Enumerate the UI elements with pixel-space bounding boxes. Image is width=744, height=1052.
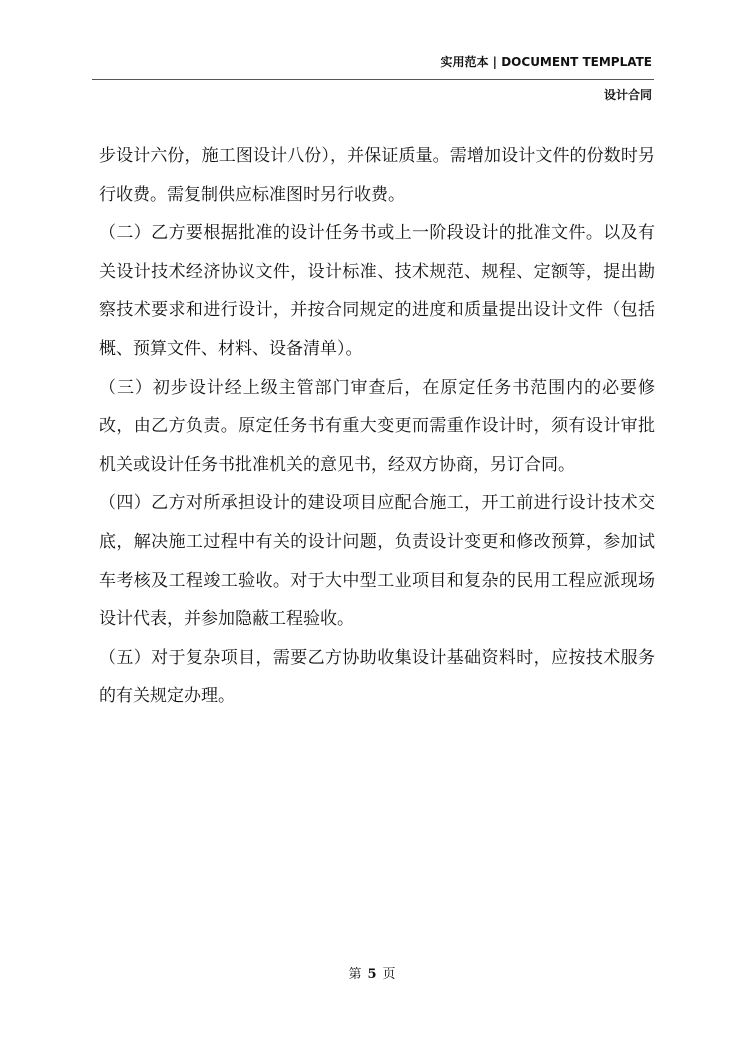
document-body	[99, 137, 655, 716]
paragraph-2: （二）乙方要根据批准的设计任务书或上一阶段设计的批准文件。以及有关设计技术经济协议文件，设计标准、技术规范、规程、定额等，提出勘察技术要求和进行设计，并按合同规定的进度和质量提出设计文件（包括概、预算文件、材料、设备清单）。	[99, 223, 655, 359]
header-divider	[92, 79, 654, 80]
header-title: 实用范本 | DOCUMENT TEMPLATE	[440, 55, 652, 69]
paragraph-1: 步设计六份，施工图设计八份），并保证质量。需增加设计文件的份数时另行收费。需复制供应标准图时另行收费。	[99, 146, 655, 205]
page-number: 5	[367, 967, 377, 982]
page-prefix: 第	[348, 967, 362, 982]
paragraph-3: （三）初步设计经上级主管部门审查后，在原定任务书范围内的必要修改，由乙方负责。原定任务书有重大变更而需重作设计时，须有设计审批机关或设计任务书批准机关的意见书，经双方协商，另订合同。	[99, 377, 655, 475]
paragraph-5: （五）对于复杂项目，需要乙方协助收集设计基础资料时，应按技术服务的有关规定办理。	[99, 647, 655, 707]
paragraph-4: （四）乙方对所承担设计的建设项目应配合施工，开工前进行设计技术交底，解决施工过程中有关的设计问题，负责设计变更和修改预算，参加试车考核及工程竣工验收。对于大中型工业项目和复杂的民用工程应派现场设计代表，并参加隐蔽工程验收。	[99, 493, 655, 630]
page-suffix: 页	[382, 967, 396, 982]
page-footer	[0, 963, 744, 982]
header-subtitle: 设计合同	[603, 88, 652, 102]
